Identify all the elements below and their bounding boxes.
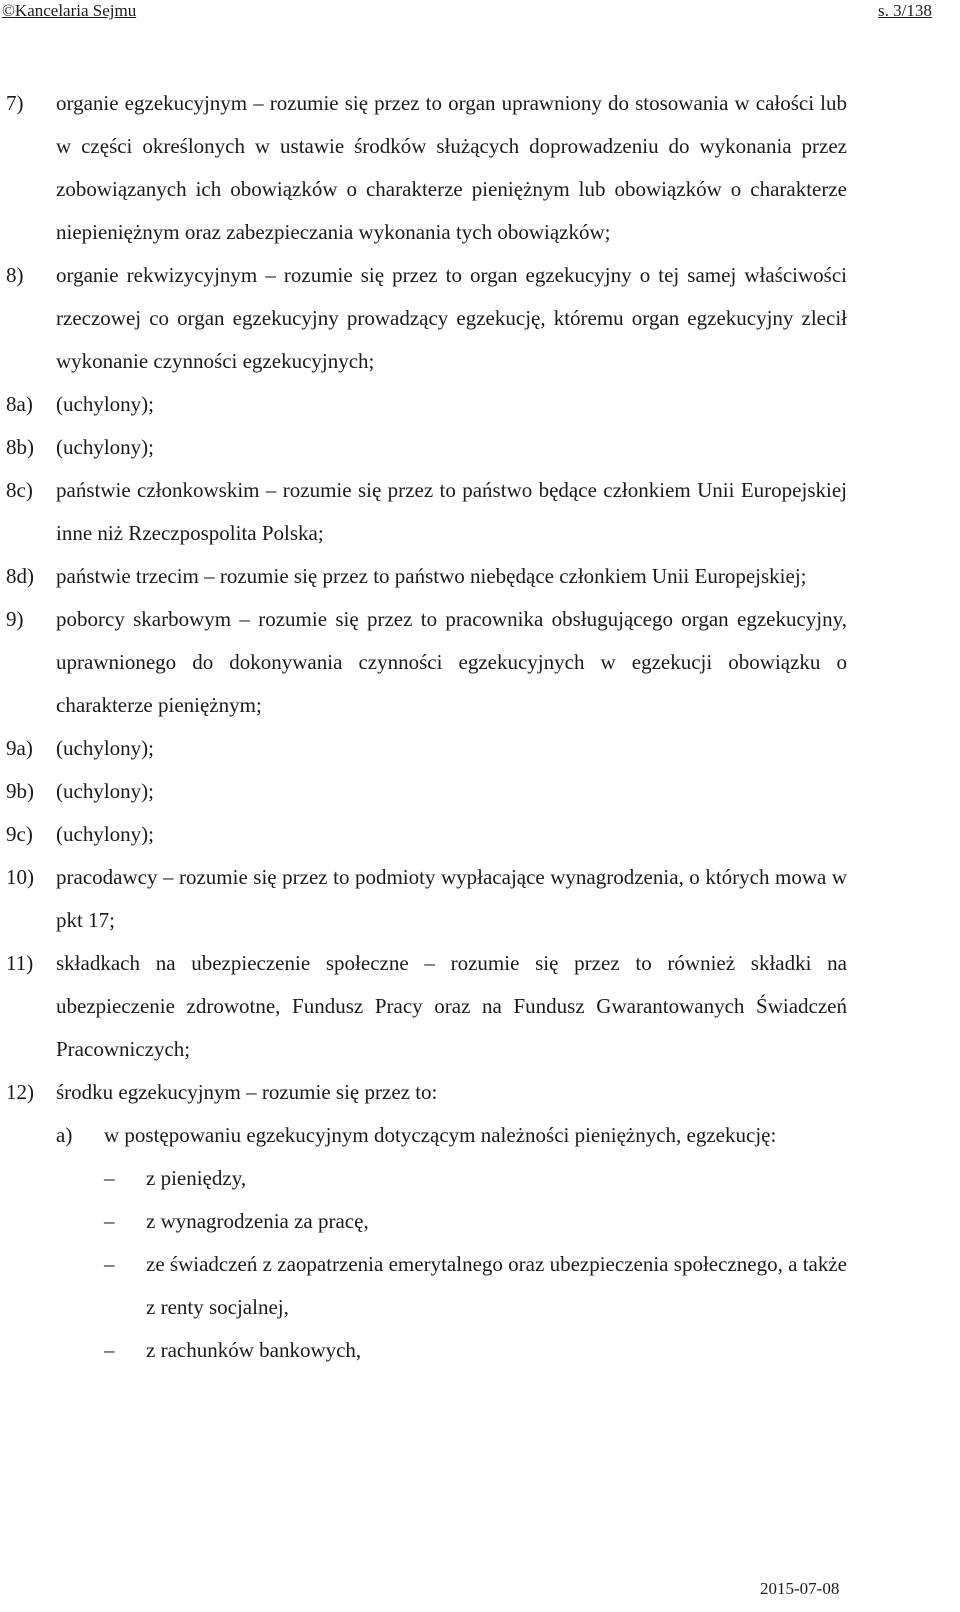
item-number: 8c) [6, 478, 33, 502]
item-text: składkach na ubezpieczenie społeczne – rozumie się przez to również składki na ubezpieczenie zdrowotne, Fundusz Pracy oraz na Fundusz Gwarantowanych Świadczeń Pracowniczych; [56, 951, 847, 1061]
dash-text: z pieniędzy, [146, 1166, 247, 1190]
item-number: 12) [6, 1080, 34, 1104]
item-number: 8b) [6, 435, 34, 459]
definition-item-9c [0, 813, 960, 856]
dash-item [0, 1329, 960, 1372]
definition-item-9a [0, 727, 960, 770]
item-number: 8d) [6, 564, 34, 588]
dash-text: ze świadczeń z zaopatrzenia emerytalnego oraz ubezpieczenia społecznego, a także z renty socjalnej, [146, 1252, 847, 1319]
page-header [0, 0, 960, 22]
footer-date: 2015-07-08 [760, 1579, 840, 1598]
dash-marker: – [104, 1338, 115, 1362]
item-number: 9c) [6, 822, 33, 846]
dash-marker: – [104, 1209, 115, 1233]
dash-marker: – [104, 1252, 115, 1276]
item-text: (uchylony); [56, 736, 154, 760]
definition-item-9 [0, 598, 960, 727]
definition-item-8a [0, 383, 960, 426]
definition-item-8d [0, 555, 960, 598]
dash-item [0, 1200, 960, 1243]
definition-item-8b [0, 426, 960, 469]
item-text: państwie trzecim – rozumie się przez to państwo niebędące członkiem Unii Europejskiej; [56, 564, 807, 588]
item-number: 10) [6, 865, 34, 889]
item-text: (uchylony); [56, 822, 154, 846]
item-text: pracodawcy – rozumie się przez to podmioty wypłacające wynagrodzenia, o których mowa w pkt 17; [56, 865, 847, 932]
dash-item [0, 1157, 960, 1200]
subitem-a [0, 1114, 960, 1157]
item-text: państwie członkowskim – rozumie się przez to państwo będące członkiem Unii Europejskiej inne niż Rzeczpospolita Polska; [56, 478, 847, 545]
document-body [0, 82, 960, 1372]
item-text: środku egzekucyjnym – rozumie się przez to: [56, 1080, 438, 1104]
definition-item-10 [0, 856, 960, 942]
item-text: (uchylony); [56, 392, 154, 416]
item-number: 11) [6, 951, 34, 975]
definition-item-8 [0, 254, 960, 383]
definition-item-7 [0, 82, 960, 254]
copyright-label: ©Kancelaria Sejmu [2, 1, 137, 20]
definition-item-9b [0, 770, 960, 813]
dash-marker: – [104, 1166, 115, 1190]
dash-text: z rachunków bankowych, [146, 1338, 362, 1362]
subitem-text: w postępowaniu egzekucyjnym dotyczącym należności pieniężnych, egzekucję: [104, 1123, 777, 1147]
item-text: (uchylony); [56, 435, 154, 459]
item-text: organie rekwizycyjnym – rozumie się przez to organ egzekucyjny o tej samej właściwości rzeczowej co organ egzekucyjny prowadzący egzekucję, któremu organ egzekucyjny zlecił wykonanie czynności egzekucyjnych; [56, 263, 847, 373]
definition-item-8c [0, 469, 960, 555]
page-number: s. 3/138 [878, 1, 932, 20]
definition-item-11 [0, 942, 960, 1071]
item-text: (uchylony); [56, 779, 154, 803]
definition-item-12 [0, 1071, 960, 1114]
item-number: 9a) [6, 736, 33, 760]
item-number: 9b) [6, 779, 34, 803]
item-number: 7) [6, 91, 24, 115]
item-number: 8) [6, 263, 24, 287]
item-number: 8a) [6, 392, 33, 416]
dash-item [0, 1243, 960, 1329]
item-number: 9) [6, 607, 24, 631]
dash-text: z wynagrodzenia za pracę, [146, 1209, 369, 1233]
subitem-letter: a) [56, 1123, 73, 1147]
item-text: poborcy skarbowym – rozumie się przez to pracownika obsługującego organ egzekucyjny, uprawnionego do dokonywania czynności egzekucyjnych w egzekucji obowiązku o charakterze pieniężnym; [56, 607, 847, 717]
item-text: organie egzekucyjnym – rozumie się przez to organ uprawniony do stosowania w całości lub w części określonych w ustawie środków służących doprowadzeniu do wykonania przez zobowiązanych ich obowiązków o charakterze pieniężnym lub obowiązków o charakterze niepieniężnym oraz zabezpieczania wykonania tych obowiązków; [56, 91, 847, 244]
